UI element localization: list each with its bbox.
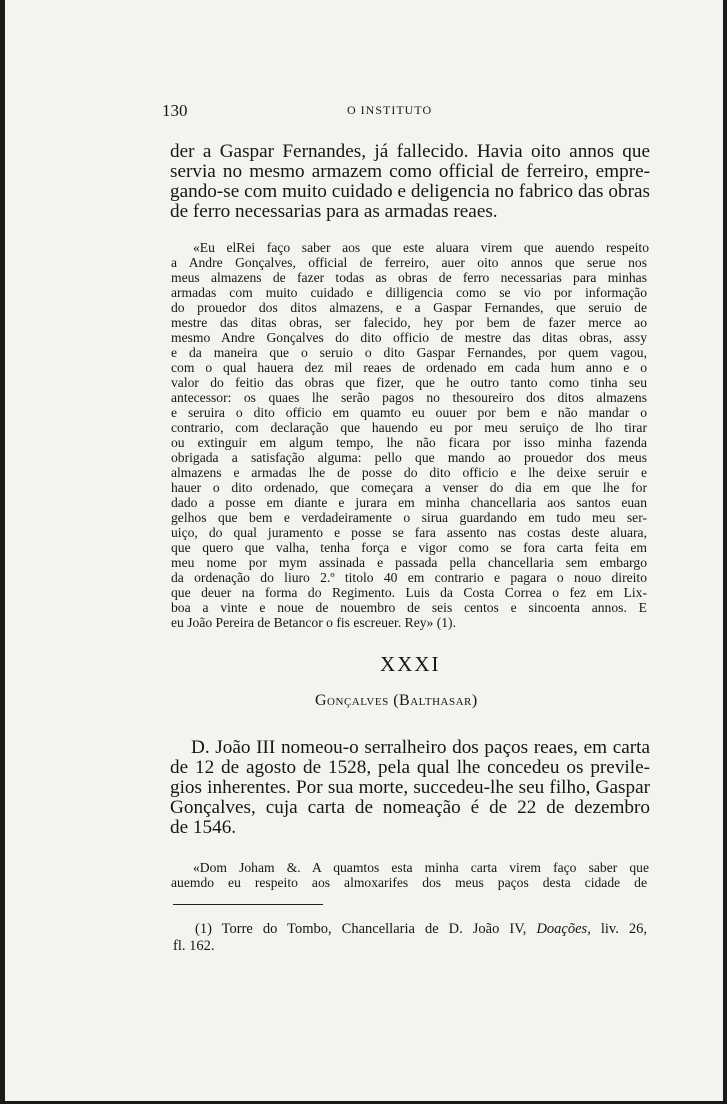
quote-line: que quero que valha, tenha força e vigor como se fora carta feita em [171,540,647,555]
quote-line: uiço, do qual juramento e posse se fara assento nas costas deste aluara, [171,525,647,540]
text-line: Gonçalves, cuja carta de nomeação é de 22 de dezembro [170,797,650,818]
quote-line: do prouedor dos ditos almazens, e a Gaspar Fernandes, que seruio de [171,300,647,315]
text-line: D. João III nomeou-o serralheiro dos paços reaes, em carta [191,737,650,758]
quote-line: «Dom Joham &. A quamtos esta minha carta virem faço saber que [193,860,649,875]
section-title-text: Gonçalves (Balthasar) [315,692,478,709]
section-title [315,692,478,710]
quote-line: dado a posse em diante e jurara em minha chancellaria aos santos euan [171,495,647,510]
quote-line: valor do feitio das obras que fizer, que he outro tanto como tinha seu [171,375,647,390]
footnote-prefix: (1) Torre do Tombo, Chancellaria de D. João IV, [195,921,527,937]
quote-line: «Eu elRei faço saber aos que este aluara virem que auendo respeito [193,240,649,255]
quote-line: e da maneira que o seruio o dito Gaspar Fernandes, por quem vagou, [171,345,647,360]
footnote-italic: Doações, [536,921,591,937]
text-line: gando-se com muito cuidado e deligencia no fabrico das obras [170,181,650,202]
quote-line: hauer o dito ordenado, que começara a venser do dia em que lhe for [171,480,647,495]
footnote-line [195,921,647,938]
text-line: servia no mesmo armazem como official de ferreiro, empre- [170,161,650,182]
quote-line: obrigada a satisfação alguma: pello que mando ao prouedor dos meus [171,450,647,465]
page-number: 130 [162,101,188,120]
footnote-suffix: liv. 26, [600,921,647,937]
text-line: der a Gaspar Fernandes, já fallecido. Havia oito annos que [170,141,650,162]
quote-line: antecessor: os quaes lhe serão pagos no thesoureiro dos ditos almazens [171,390,647,405]
section-number: XXXI [380,652,441,676]
quote-line: meus almazens de fazer todas as obras de ferro necessarias para minhas [171,270,647,285]
quote-line: ou extinguir em algum tempo, lhe não ficara por isso minha fazenda [171,435,647,450]
footnote-line-2: fl. 162. [173,938,215,954]
quote-line: auemdo eu respeito aos almoxarifes dos meus paços desta cidade de [171,875,647,890]
quote-line: mesmo Andre Gonçalves do dito officio de mestre das ditas obras, assy [171,330,647,345]
quote-line: contrario, com declaração que hauendo eu por meu seruiço de lho tirar [171,420,647,435]
quote-line: a Andre Gonçalves, official de ferreiro, auer oito annos que serue nos [171,255,647,270]
quote-line: e seruira o dito officio em quamto eu ouuer por bem e não mandar o [171,405,647,420]
quote-line: almazens e armadas lhe de posse do dito officio e lhe deixe seruir e [171,465,647,480]
quote-line: boa a vinte e noue de nouembro de seis centos e sincoenta annos. E [171,600,647,615]
quote-line: armadas com muito cuidado e dilligencia como se vio por informação [171,285,647,300]
text-line: de 1546. [170,817,237,838]
quote-line: eu João Pereira de Betancor o fis escreuer. Rey» (1). [171,615,456,630]
quote-line: com o qual hauera dez mil reaes de ordenado em cada hum anno e o [171,360,647,375]
text-line: de ferro necessarias para as armadas reaes. [170,201,498,222]
quote-line: que deuer na forma do Regimento. Luis da Costa Correa o fez em Lix- [171,585,647,600]
quote-line: meu nome por mym assinada e passada pella chancellaria sem embargo [171,555,647,570]
text-line: de 12 de agosto de 1528, pela qual lhe concedeu os previle- [170,757,650,778]
quote-line: mestre das ditas obras, ser falecido, hey por bem de fazer merce ao [171,315,647,330]
footnote-rule [173,904,323,905]
quote-line: da ordenação do liuro 2.º titolo 40 em contrario e pagara o nouo direito [171,570,647,585]
text-line: gios inherentes. Por sua morte, succedeu-lhe seu filho, Gaspar [170,777,650,798]
quote-line: gelhos que bem e verdadeiramente o sirua guardando em tudo meu ser- [171,510,647,525]
running-title: O INSTITUTO [347,103,433,117]
